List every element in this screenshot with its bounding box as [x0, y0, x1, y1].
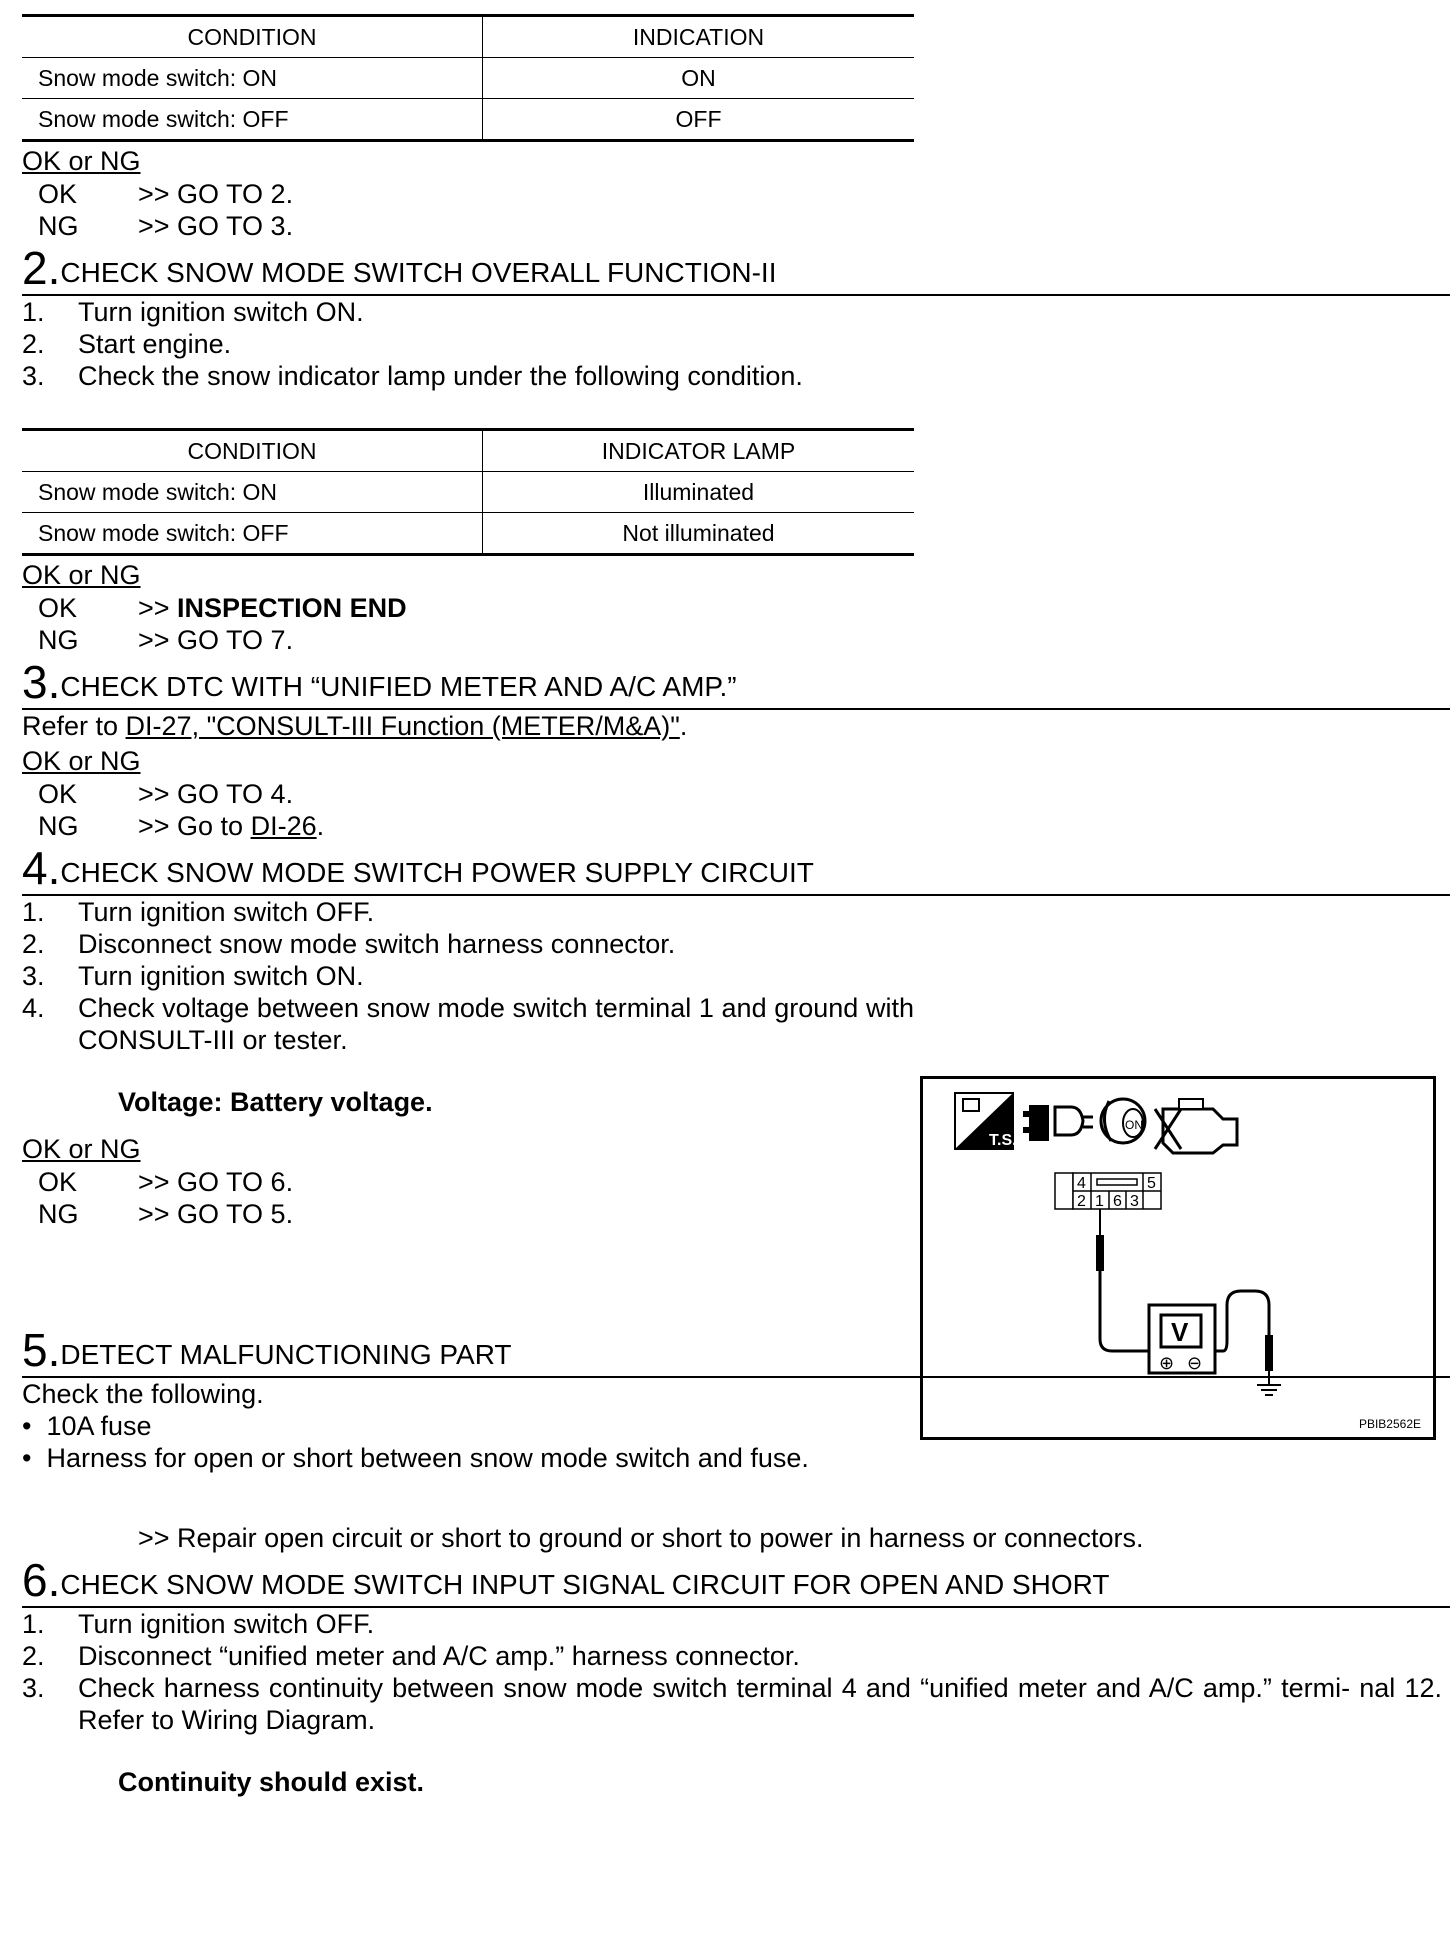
- condition-table-2: [22, 428, 914, 556]
- step-4-heading: 4.CHECK SNOW MODE SWITCH POWER SUPPLY CIRCUIT: [22, 842, 1450, 896]
- table-cell: Snow mode switch: ON: [22, 472, 483, 513]
- terminal-label: 4: [1077, 1175, 1086, 1192]
- result-ok: OK >> GO TO 2.: [38, 179, 294, 209]
- step-6-heading: 6.CHECK SNOW MODE SWITCH INPUT SIGNAL CIRCUIT FOR OPEN AND SHORT: [22, 1554, 1450, 1608]
- list-item: 1. Turn ignition switch ON.: [22, 297, 364, 327]
- voltmeter: [1149, 1305, 1215, 1373]
- harness-connector: [1055, 1173, 1161, 1210]
- table-cell: Snow mode switch: OFF: [22, 513, 483, 555]
- svg-text:⊕: ⊕: [1159, 1353, 1175, 1373]
- table-cell: Illuminated: [483, 472, 915, 513]
- condition-table-1: [22, 14, 914, 142]
- figure-code: PBIB2562E: [1358, 1417, 1421, 1431]
- table-header: CONDITION: [22, 16, 483, 58]
- svg-text:ON: ON: [1125, 1118, 1143, 1132]
- step-5-heading: 5.DETECT MALFUNCTIONING PART: [22, 1324, 1450, 1378]
- list-item: 2. Start engine.: [22, 329, 232, 359]
- list-item: 4. Check voltage between snow mode switch terminal 1 and ground with CONSULT-III or tester.: [22, 993, 914, 1055]
- list-item: 1. Turn ignition switch OFF.: [22, 897, 375, 927]
- voltage-check-diagram: [920, 1076, 1436, 1440]
- table-header: INDICATOR LAMP: [483, 430, 915, 472]
- result-ok: OK >> INSPECTION END: [38, 593, 407, 623]
- refer-line: Refer to DI-27, "CONSULT-III Function (METER/M&A)".: [22, 711, 688, 741]
- list-item: 3. Turn ignition switch ON.: [22, 961, 364, 991]
- list-item: 2. Disconnect “unified meter and A/C amp.” harness connector.: [22, 1641, 800, 1671]
- circuit-diagram: [923, 1079, 1433, 1437]
- table-cell: Snow mode switch: ON: [22, 58, 483, 99]
- svg-text:V: V: [1171, 1317, 1189, 1347]
- result-ng: NG >> GO TO 3.: [38, 211, 294, 241]
- result-ng: NG >> GO TO 5.: [38, 1199, 294, 1229]
- terminal-label: 2: [1077, 1193, 1086, 1210]
- ok-or-ng-heading: OK or NG: [22, 1134, 141, 1164]
- list-item: 3. Check the snow indicator lamp under the following condition.: [22, 361, 803, 391]
- result-ng: NG >> GO TO 7.: [38, 625, 294, 655]
- bullet-item: • 10A fuse: [22, 1411, 152, 1441]
- ok-or-ng-heading: OK or NG: [22, 146, 141, 176]
- svg-text:T.S.: T.S.: [989, 1132, 1017, 1149]
- table-header: CONDITION: [22, 430, 483, 472]
- consult-function-link[interactable]: DI-27, "CONSULT-III Function (METER/M&A)": [125, 711, 680, 741]
- step-2-heading: 2.CHECK SNOW MODE SWITCH OVERALL FUNCTION-II: [22, 242, 1450, 296]
- ok-or-ng-heading: OK or NG: [22, 560, 141, 590]
- check-intro: Check the following.: [22, 1379, 264, 1409]
- terminal-label: 5: [1147, 1175, 1156, 1192]
- step-3-heading: 3.CHECK DTC WITH “UNIFIED METER AND A/C AMP.”: [22, 656, 1450, 710]
- continuity-spec: Continuity should exist.: [118, 1767, 425, 1797]
- list-item: 2. Disconnect snow mode switch harness connector.: [22, 929, 676, 959]
- table-cell: Not illuminated: [483, 513, 915, 555]
- svg-text:⊖: ⊖: [1187, 1353, 1203, 1373]
- list-item: 3. Check harness continuity between snow mode switch terminal 4 and “unified meter and A/C amp.” termi- nal 12. Refer to Wiring Diagram.: [22, 1673, 1442, 1735]
- terminal-label: 6: [1113, 1193, 1122, 1210]
- step-4-list: [22, 896, 1442, 1056]
- table-cell: Snow mode switch: OFF: [22, 99, 483, 141]
- step-6-list: [22, 1608, 1442, 1736]
- repair-action: >> Repair open circuit or short to ground or short to power in harness or connectors.: [138, 1523, 1144, 1553]
- result-ng: NG >> Go to DI-26.: [38, 811, 325, 841]
- table-cell: OFF: [483, 99, 915, 141]
- ts-icon: [955, 1093, 1017, 1149]
- voltage-spec: Voltage: Battery voltage.: [118, 1087, 433, 1117]
- step-2-list: [22, 296, 1442, 392]
- ok-or-ng-heading: OK or NG: [22, 746, 141, 776]
- test-probe-wire: [1096, 1209, 1149, 1351]
- terminal-label: 3: [1130, 1193, 1139, 1210]
- ground-wire: [1215, 1291, 1281, 1395]
- ignition-key-icon: [1101, 1099, 1145, 1143]
- manual-page: [22, 14, 1442, 1798]
- table-cell: ON: [483, 58, 915, 99]
- bullet-item: • Harness for open or short between snow mode switch and fuse.: [22, 1443, 809, 1473]
- table-header: INDICATION: [483, 16, 915, 58]
- terminal-label: 1: [1095, 1193, 1104, 1210]
- result-ok: OK >> GO TO 6.: [38, 1167, 294, 1197]
- di-26-link[interactable]: DI-26: [250, 811, 317, 841]
- engine-off-icon: [1155, 1099, 1237, 1153]
- connector-icon: [1023, 1105, 1093, 1141]
- list-item: 1. Turn ignition switch OFF.: [22, 1609, 375, 1639]
- result-ok: OK >> GO TO 4.: [38, 779, 294, 809]
